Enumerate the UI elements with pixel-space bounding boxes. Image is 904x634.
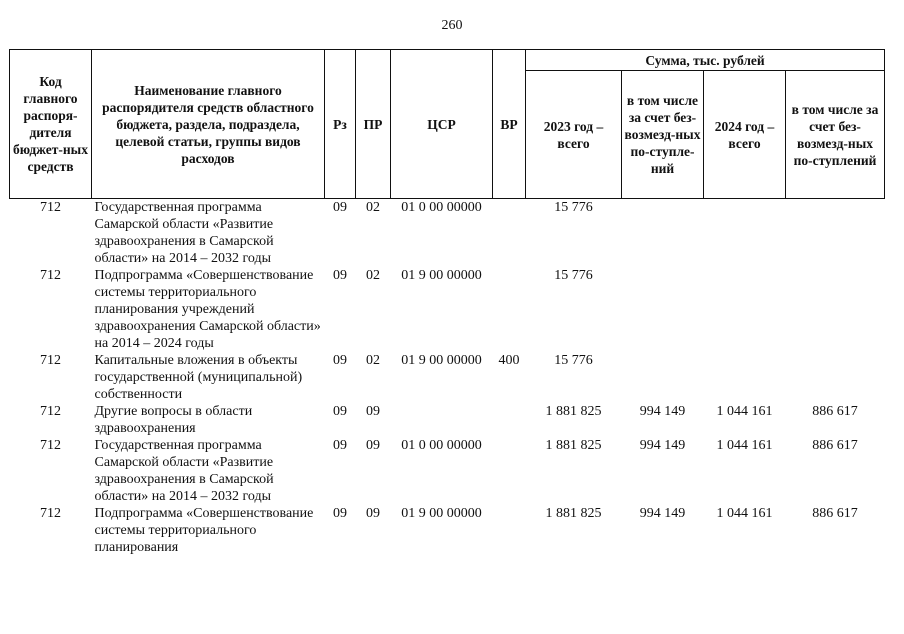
row-2023-total: 15 776 — [554, 200, 593, 215]
row-name: Государственная программа Самарской области «Развитие здравоохранения в Самарской области» на 2014 – 2032 годы — [94, 438, 274, 504]
row-2023-free: 994 149 — [639, 438, 686, 453]
header-rz: Рз — [325, 50, 356, 199]
row-csr: 01 9 00 00000 — [401, 353, 482, 368]
page-number: 260 — [441, 18, 463, 33]
row-csr: 01 9 00 00000 — [401, 506, 482, 521]
header-csr: ЦСР — [391, 50, 493, 199]
row-rz: 09 — [333, 200, 347, 215]
row-2024-free — [786, 352, 885, 403]
row-vr — [493, 437, 526, 505]
row-csr: 01 0 00 00000 — [401, 438, 482, 453]
row-name: Капитальные вложения в объекты государственной (муниципальной) собственности — [94, 353, 303, 402]
row-vr — [493, 199, 526, 268]
row-2023-free — [622, 267, 704, 352]
row-2023-free: 994 149 — [639, 506, 686, 521]
row-code: 712 — [40, 506, 61, 521]
table-row — [10, 403, 885, 437]
row-2024-total: 1 044 161 — [716, 404, 773, 419]
row-csr — [391, 403, 493, 437]
row-2024-free: 886 617 — [812, 438, 858, 453]
row-vr: 400 — [498, 353, 520, 368]
header-2023-free: в том числе за счет без-возмезд-ных по-ступле-ний — [622, 71, 704, 199]
row-2024-free — [786, 199, 885, 268]
row-2023-free — [622, 352, 704, 403]
row-pr: 09 — [366, 404, 380, 419]
header-2023-total: 2023 год – всего — [526, 71, 622, 199]
row-code: 712 — [40, 404, 61, 419]
table-body — [10, 199, 885, 557]
row-2024-free — [786, 267, 885, 352]
header-vr: ВР — [493, 50, 526, 199]
header-sum: Сумма, тыс. рублей — [526, 50, 885, 71]
header-2024-total: 2024 год – всего — [704, 71, 786, 199]
row-rz: 09 — [333, 404, 347, 419]
row-csr: 01 9 00 00000 — [401, 268, 482, 283]
row-rz: 09 — [333, 506, 347, 521]
header-name: Наименование главного распорядителя средств областного бюджета, раздела, подраздела, целевой статьи, группы видов расходов — [92, 50, 325, 199]
row-pr: 09 — [366, 506, 380, 521]
row-2024-free: 886 617 — [812, 506, 858, 521]
row-rz: 09 — [333, 438, 347, 453]
row-code: 712 — [40, 353, 61, 368]
row-2023-total: 15 776 — [554, 353, 593, 368]
table-row — [10, 505, 885, 556]
row-2023-free — [622, 199, 704, 268]
row-rz: 09 — [333, 353, 347, 368]
row-2023-total: 1 881 825 — [545, 404, 602, 419]
row-pr: 02 — [366, 353, 380, 368]
row-2024-total: 1 044 161 — [716, 506, 773, 521]
row-2024-total: 1 044 161 — [716, 438, 773, 453]
row-2023-total: 1 881 825 — [545, 506, 602, 521]
row-2024-total — [704, 267, 786, 352]
row-2024-total — [704, 352, 786, 403]
row-vr — [493, 267, 526, 352]
row-vr — [493, 403, 526, 437]
header-2024-free: в том числе за счет без-возмезд-ных по-ступлений — [786, 71, 885, 199]
table-header — [10, 50, 885, 199]
row-2024-free: 886 617 — [812, 404, 858, 419]
row-pr: 02 — [366, 200, 380, 215]
table-row — [10, 352, 885, 403]
row-name: Подпрограмма «Совершенствование системы территориального планирования — [94, 506, 314, 555]
row-code: 712 — [40, 200, 61, 215]
row-2023-free: 994 149 — [639, 404, 686, 419]
row-pr: 02 — [366, 268, 380, 283]
row-name: Подпрограмма «Совершенствование системы территориального планирования учреждений здравоохранения Самарской области» на 2014 – 2024 годы — [94, 268, 321, 351]
row-pr: 09 — [366, 438, 380, 453]
table-row — [10, 437, 885, 505]
row-vr — [493, 505, 526, 556]
row-2023-total: 15 776 — [554, 268, 593, 283]
row-name: Государственная программа Самарской области «Развитие здравоохранения в Самарской области» на 2014 – 2032 годы — [94, 200, 274, 266]
header-code: Код главного распоря-дителя бюджет-ных средств — [10, 50, 92, 199]
row-code: 712 — [40, 268, 61, 283]
table-row — [10, 267, 885, 352]
row-2023-total: 1 881 825 — [545, 438, 602, 453]
budget-table — [9, 49, 885, 556]
header-pr: ПР — [356, 50, 391, 199]
row-2024-total — [704, 199, 786, 268]
row-name: Другие вопросы в области здравоохранения — [94, 404, 253, 436]
table-row — [10, 199, 885, 268]
row-rz: 09 — [333, 268, 347, 283]
row-csr: 01 0 00 00000 — [401, 200, 482, 215]
row-code: 712 — [40, 438, 61, 453]
